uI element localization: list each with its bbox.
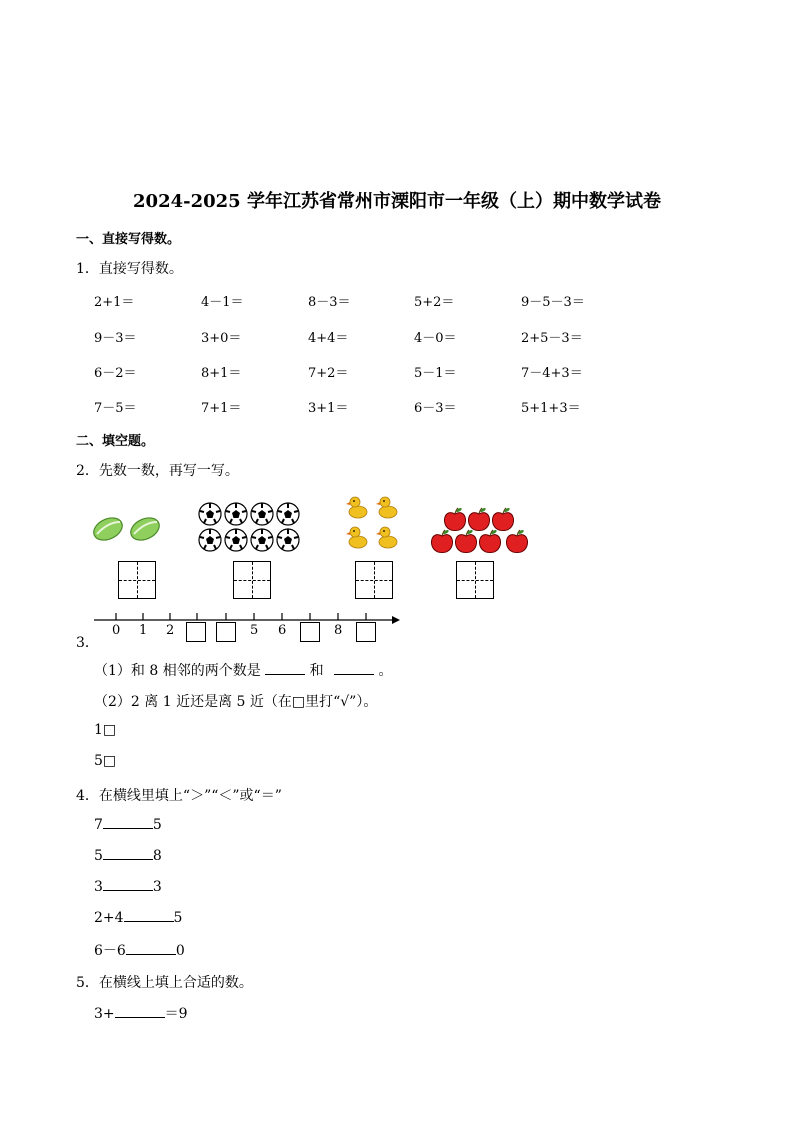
axis-label: 2 (166, 623, 175, 638)
q1-item: 8－3＝ (308, 295, 351, 310)
q1-item: 3+1＝ (308, 401, 349, 416)
cabbage-icon (127, 514, 163, 545)
number-line-box[interactable] (216, 622, 236, 642)
answer-blank[interactable] (265, 662, 305, 675)
q3-option[interactable]: 5□ (94, 753, 117, 769)
answer-box[interactable] (233, 561, 271, 599)
q2-pictures (90, 490, 540, 560)
q1-item: 6－2＝ (94, 366, 137, 381)
q3-sub1 (94, 660, 393, 680)
answer-blank[interactable] (334, 662, 374, 675)
q3-number: 3． (76, 635, 99, 651)
soccer-ball-icon (277, 529, 299, 551)
soccer-ball-icon (251, 529, 273, 551)
soccer-ball-icon (199, 529, 221, 551)
soccer-ball-icon (199, 503, 221, 525)
q1-item: 7－5＝ (94, 401, 137, 416)
q3-sub1-text: （1）和 8 相邻的两个数是 (94, 663, 261, 679)
axis-label: 8 (334, 623, 343, 638)
apple-icon (506, 529, 527, 552)
q5-left: 3+ (94, 1006, 115, 1022)
q4-item (94, 878, 162, 895)
answer-blank[interactable] (103, 816, 153, 829)
apple-icon (444, 507, 465, 530)
number-line-box[interactable] (356, 622, 376, 642)
q4-right: 3 (152, 879, 162, 895)
q2-stem: 2．先数一数，再写一写。 (76, 463, 239, 479)
q1-item: 3+0＝ (201, 331, 242, 346)
q1-item: 7+1＝ (201, 401, 242, 416)
axis-label: 6 (278, 623, 287, 638)
number-line-box[interactable] (300, 622, 320, 642)
q1-item: 2+1＝ (94, 295, 135, 310)
q5-right: ＝9 (164, 1006, 188, 1022)
soccer-ball-icon (251, 503, 273, 525)
q4-item (94, 940, 185, 960)
axis-label: 5 (250, 623, 259, 638)
answer-box[interactable] (118, 561, 156, 599)
q3-sub1-text: 和 (309, 663, 324, 679)
duck-icon (346, 527, 367, 548)
q1-item: 4－1＝ (201, 295, 244, 310)
cabbage-icon (90, 514, 126, 545)
q4-stem: 4．在横线里填上“＞”“＜”或“＝” (76, 788, 282, 804)
q3-sub2: （2）2 离 1 近还是离 5 近（在□里打“√”）。 (94, 694, 378, 710)
page-title: 2024-2025 学年江苏省常州市溧阳市一年级（上）期中数学试卷 (133, 191, 661, 212)
q1-item: 4+4＝ (308, 331, 349, 346)
axis-label: 1 (139, 623, 148, 638)
q4-item (94, 909, 182, 926)
q4-item (94, 847, 162, 864)
q1-item: 9－3＝ (94, 331, 137, 346)
answer-blank[interactable] (124, 909, 174, 922)
q4-right: 8 (152, 848, 162, 864)
number-line-box[interactable] (186, 622, 206, 642)
q1-item: 6－3＝ (414, 401, 457, 416)
answer-box[interactable] (355, 561, 393, 599)
q4-left: 6－6 (94, 943, 126, 959)
q4-right: 0 (175, 943, 185, 959)
q4-left: 2+4 (94, 910, 124, 926)
q5-stem: 5．在横线上填上合适的数。 (76, 975, 253, 991)
apple-icon (468, 507, 489, 530)
q5-item (94, 1003, 188, 1023)
apple-icon (492, 507, 513, 530)
answer-blank[interactable] (115, 1005, 165, 1018)
q1-stem: 1．直接写得数。 (76, 261, 183, 277)
duck-icon (376, 527, 397, 548)
apple-icon (479, 529, 500, 552)
q3-sub1-text: 。 (378, 663, 393, 679)
axis-label: 0 (112, 623, 121, 638)
q4-left: 5 (94, 848, 103, 864)
answer-blank[interactable] (103, 847, 153, 860)
q1-item: 2+5－3＝ (521, 331, 583, 346)
q4-left: 7 (94, 817, 103, 833)
section-2-heading: 二、填空题。 (76, 434, 155, 449)
q1-item: 9－5－3＝ (521, 295, 585, 310)
q1-item: 8+1＝ (201, 366, 242, 381)
apple-icon (455, 529, 476, 552)
answer-blank[interactable] (103, 878, 153, 891)
q4-right: 5 (173, 910, 183, 926)
apple-icon (431, 529, 452, 552)
q1-item: 5+2＝ (414, 295, 455, 310)
q1-item: 5+1+3＝ (521, 401, 581, 416)
q4-item (94, 816, 162, 833)
q1-item: 7+2＝ (308, 366, 349, 381)
soccer-ball-icon (225, 503, 247, 525)
duck-icon (346, 497, 367, 518)
q1-item: 7－4+3＝ (521, 366, 583, 381)
soccer-ball-icon (277, 503, 299, 525)
q4-left: 3 (94, 879, 103, 895)
answer-blank[interactable] (126, 942, 176, 955)
section-1-heading: 一、直接写得数。 (76, 232, 181, 247)
q3-option[interactable]: 1□ (94, 722, 117, 738)
q1-item: 4－0＝ (414, 331, 457, 346)
duck-icon (376, 497, 397, 518)
answer-box[interactable] (456, 561, 494, 599)
soccer-ball-icon (225, 529, 247, 551)
q1-item: 5－1＝ (414, 366, 457, 381)
q4-right: 5 (152, 817, 162, 833)
